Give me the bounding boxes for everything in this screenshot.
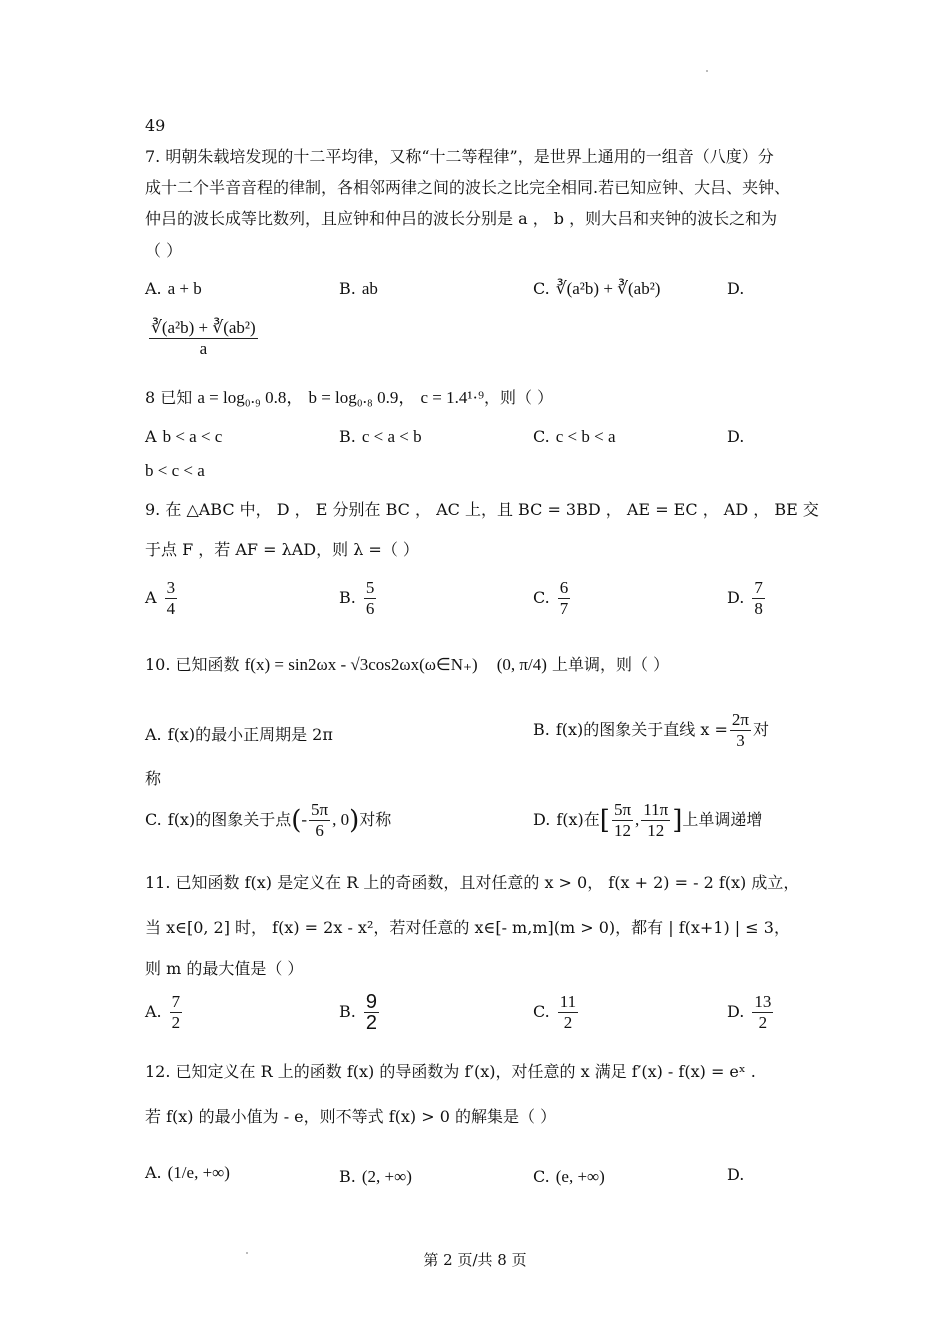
q12-option-d[interactable]: D. bbox=[727, 1165, 745, 1184]
q9-option-a[interactable]: A $\frac{3}{4}$ bbox=[145, 578, 176, 618]
q11-option-a[interactable]: A. $\frac{7}{2}$ bbox=[145, 992, 181, 1032]
q9-option-c[interactable]: C. $\frac{6}{7}$ bbox=[533, 578, 569, 618]
q10-option-b[interactable]: B. f(x)的图象关于直线 x = $\frac{2\pi}{3}$ 对 bbox=[533, 710, 769, 750]
q10-option-d[interactable]: D. f(x)在[ $\frac{5\pi}{12}$ , $\frac{11\pi}{12}$ ]上单调递增 bbox=[533, 800, 763, 840]
q9-line2: 于点 F ，若 AF = λAD，则 λ =（ ） bbox=[145, 540, 419, 559]
q9-option-b[interactable]: B. $\frac{5}{6}$ bbox=[339, 578, 375, 618]
q9-option-d[interactable]: D. $\frac{7}{8}$ bbox=[727, 578, 763, 618]
q12-option-b[interactable]: B. (2, +∞) bbox=[339, 1167, 412, 1186]
q7-option-a[interactable]: A. a + b bbox=[145, 279, 202, 298]
q7-option-c[interactable]: C. ∛(a²b) + ∛(ab²) bbox=[533, 279, 661, 298]
page-number-top: 49 bbox=[145, 116, 166, 135]
q11-option-b[interactable]: B. $\frac{9}{2}$ bbox=[339, 991, 377, 1034]
q7-line1: 7. 明朝朱载培发现的十二平均律，又称“十二等程律”，是世界上通用的一组音（八度）分 bbox=[145, 147, 774, 166]
q11-line3: 则 m 的最大值是（ ） bbox=[145, 959, 304, 978]
q8-option-d[interactable]: D. bbox=[727, 427, 745, 446]
q8-option-d-value: b < c < a bbox=[145, 461, 205, 480]
q8-stem: 8 已知 a = log₀.₉ 0.8， b = log₀.₈ 0.9， c = 1.4¹·⁹，则（ ） bbox=[145, 388, 554, 407]
q8-option-a[interactable]: A b < a < c bbox=[145, 427, 223, 446]
q10-option-b-wrap: 称 bbox=[145, 769, 162, 788]
q12-line2: 若 f(x) 的最小值为 - e，则不等式 f(x) > 0 的解集是（ ） bbox=[145, 1107, 557, 1126]
q10-option-c[interactable]: C. f(x)的图象关于点(- $\frac{5\pi}{6}$ , 0)对称 bbox=[145, 800, 392, 840]
q10-stem: 10. 已知函数 f(x) = sin2ωx - √3cos2ωx(ω∈N₊) (0, π/4) 上单调，则（ ） bbox=[145, 655, 670, 674]
q7-paren: （ ） bbox=[145, 241, 183, 260]
page-speck bbox=[706, 70, 708, 72]
q12-line1: 12. 已知定义在 R 上的函数 f(x) 的导函数为 f′(x)，对任意的 x 满足 f′(x) - f(x) = eˣ . bbox=[145, 1062, 756, 1081]
q10-option-a[interactable]: A. f(x)的最小正周期是 2π bbox=[145, 725, 333, 744]
q11-option-c[interactable]: C. $\frac{11}{2}$ bbox=[533, 992, 577, 1032]
q11-option-d[interactable]: D. $\frac{13}{2}$ bbox=[727, 992, 772, 1032]
q8-option-b[interactable]: B. c < a < b bbox=[339, 427, 422, 446]
q11-line2: 当 x∈[0, 2] 时， f(x) = 2x - x²，若对任意的 x∈[- m,m](m > 0)，都有 | f(x+1) | ≤ 3， bbox=[145, 918, 790, 937]
q7-line3: 仲吕的波长成等比数列，且应钟和仲吕的波长分别是 a ， b ，则大吕和夹钟的波长之和为 bbox=[145, 209, 778, 228]
q7-option-d[interactable]: D. bbox=[727, 279, 745, 298]
q7-option-d-value: $\frac{\text{∛(a²b) + ∛(ab²)}}{a}$ bbox=[151, 318, 256, 358]
q9-line1: 9. 在 △ABC 中， D ， E 分别在 BC ， AC 上，且 BC = 3BD ， AE = EC ， AD ， BE 交 bbox=[145, 500, 819, 519]
q11-line1: 11. 已知函数 f(x) 是定义在 R 上的奇函数，且对任意的 x > 0， f(x + 2) = - 2 f(x) 成立， bbox=[145, 873, 800, 892]
q7-option-b[interactable]: B. ab bbox=[339, 279, 378, 298]
page-footer: 第 2 页/共 8 页 bbox=[423, 1251, 527, 1269]
q12-option-a[interactable]: A. (1/e, +∞) bbox=[145, 1163, 230, 1182]
q12-option-c[interactable]: C. (e, +∞) bbox=[533, 1167, 605, 1186]
q8-option-c[interactable]: C. c < b < a bbox=[533, 427, 616, 446]
q7-line2: 成十二个半音音程的律制，各相邻两律之间的波长之比完全相同.若已知应钟、大吕、夹钟、 bbox=[145, 178, 791, 197]
